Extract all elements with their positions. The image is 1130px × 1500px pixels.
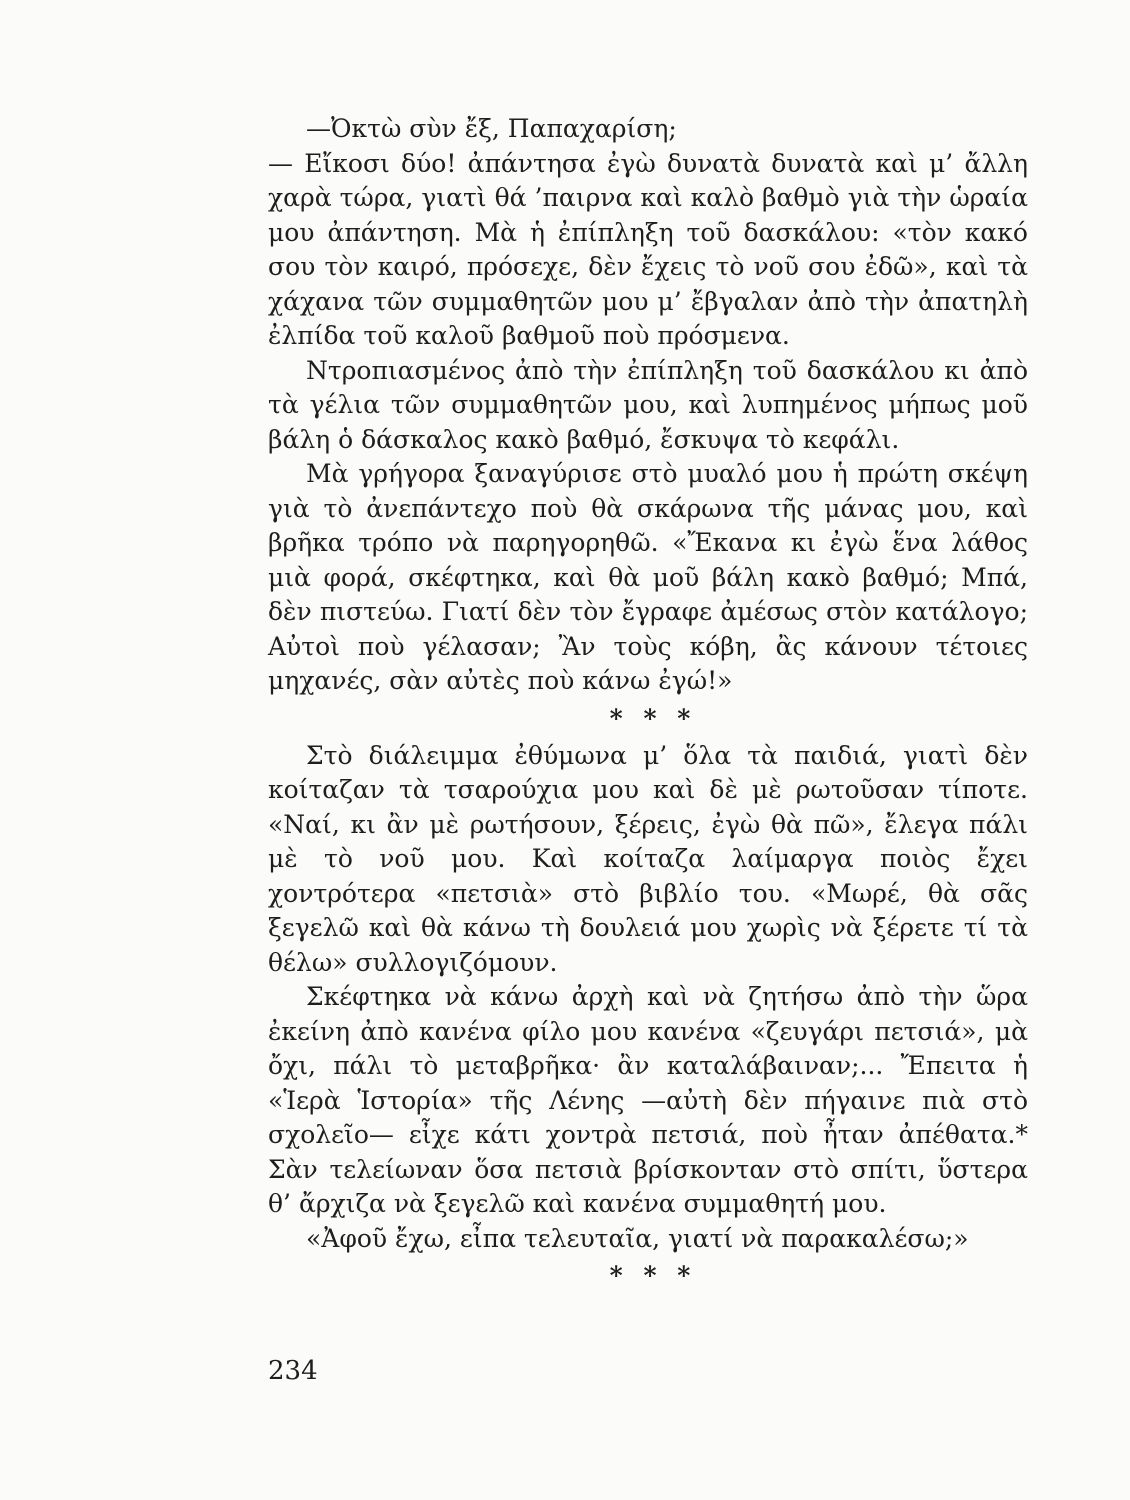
paragraph-6: Σκέφτηκα νὰ κάνω ἀρχὴ καὶ νὰ ζητήσω ἀπὸ τὴν ὥρα ἐκείνη ἀπὸ κανένα φίλο μου κανένα «ζευγάρι πετσιά», μὰ ὄχι, πάλι τὸ μεταβρῆκα· ἂν καταλάβαιναν;... Ἔπειτα ἡ «Ἱερὰ Ἱστορία» τῆς Λένης —αὐτὴ δὲν πήγαινε πιὰ στὸ σχολεῖο— εἶχε κάτι χοντρὰ πετσιά, ποὺ ἦταν ἀπέθατα.* Σὰν τελείωναν ὅσα πετσιὰ βρίσκονταν στὸ σπίτι, ὕστερα θ’ ἄρχιζα νὰ ξεγελῶ καὶ κανένα συμμαθητή μου. <box>268 982 1028 1218</box>
paragraph-5: Στὸ διάλειμμα ἐθύμωνα μ’ ὅλα τὰ παιδιά, γιατὶ δὲν κοίταζαν τὰ τσαρούχια μου καὶ δὲ μὲ ρωτοῦσαν τίποτε. «Ναί, κι ἂν μὲ ρωτήσουν, ξέρεις, ἐγὼ θὰ πῶ», ἔλεγα πάλι μὲ τὸ νοῦ μου. Καὶ κοίταζα λαίμαργα ποιὸς ἔχει χοντρότερα «πετσιὰ» στὸ βιβλίο του. «Μωρέ, θὰ σᾶς ξεγελῶ καὶ θὰ κάνω τὴ δουλειά μου χωρὶς νὰ ξέρετε τί τὰ θέλω» συλλογιζόμουν. <box>268 740 1028 977</box>
section-separator-2: * * * <box>609 1261 697 1290</box>
paragraph-3: Ντροπιασμένος ἀπὸ τὴν ἐπίπληξη τοῦ δασκάλου κι ἀπὸ τὰ γέλια τῶν συμμαθητῶν μου, καὶ λυπημένος μήπως μοῦ βάλη ὁ δάσκαλος κακὸ βαθμό, ἔσκυψα τὸ κεφάλι. <box>268 355 1028 454</box>
paragraph-4: Μὰ γρήγορα ξαναγύρισε στὸ μυαλό μου ἡ πρώτη σκέψη γιὰ τὸ ἀνεπάντεχο ποὺ θὰ σκάρωνα τῆς μάνας μου, καὶ βρῆκα τρόπο νὰ παρηγορηθῶ. «Ἔκανα κι ἐγὼ ἕνα λάθος μιὰ φορά, σκέφτηκα, καὶ θὰ μοῦ βάλη κακὸ βαθμό; Μπά, δὲν πιστεύω. Γιατί δὲν τὸν ἔγραφε ἀμέσως στὸν κατάλογο; Αὐτοὶ ποὺ γέλασαν; Ἂν τοὺς κόβη, ἂς κάνουν τέτοιες μηχανές, σὰν αὐτὲς ποὺ κάνω ἐγώ!» <box>268 459 1028 695</box>
paragraph-1: —Ὀκτὼ σὺν ἔξ, Παπαχαρίση; <box>306 114 677 143</box>
paragraph-2: — Εἴκοσι δύο! ἀπάντησα ἐγὼ δυνατὰ δυνατὰ καὶ μ’ ἄλλη χαρὰ τώρα, γιατὶ θά ’παιρνα καὶ καλὸ βαθμὸ γιὰ τὴν ὡραία μου ἀπάντηση. Μὰ ἡ ἐπίπληξη τοῦ δασκάλου: «τὸν κακό σου τὸν καιρό, πρόσεχε, δὲν ἔχεις τὸ νοῦ σου ἐδῶ», καὶ τὰ χάχανα τῶν συμμαθητῶν μου μ’ ἔβγαλαν ἀπὸ τὴν ἀπατηλὴ ἐλπίδα τοῦ καλοῦ βαθμοῦ ποὺ πρόσμενα. <box>268 148 1028 350</box>
page-number: 234 <box>268 1356 318 1386</box>
paragraph-7: «Ἀφοῦ ἔχω, εἶπα τελευταῖα, γιατί νὰ παρακαλέσω;» <box>306 1223 969 1253</box>
section-separator-1: * * * <box>609 703 697 733</box>
body-text <box>268 112 1028 1296</box>
